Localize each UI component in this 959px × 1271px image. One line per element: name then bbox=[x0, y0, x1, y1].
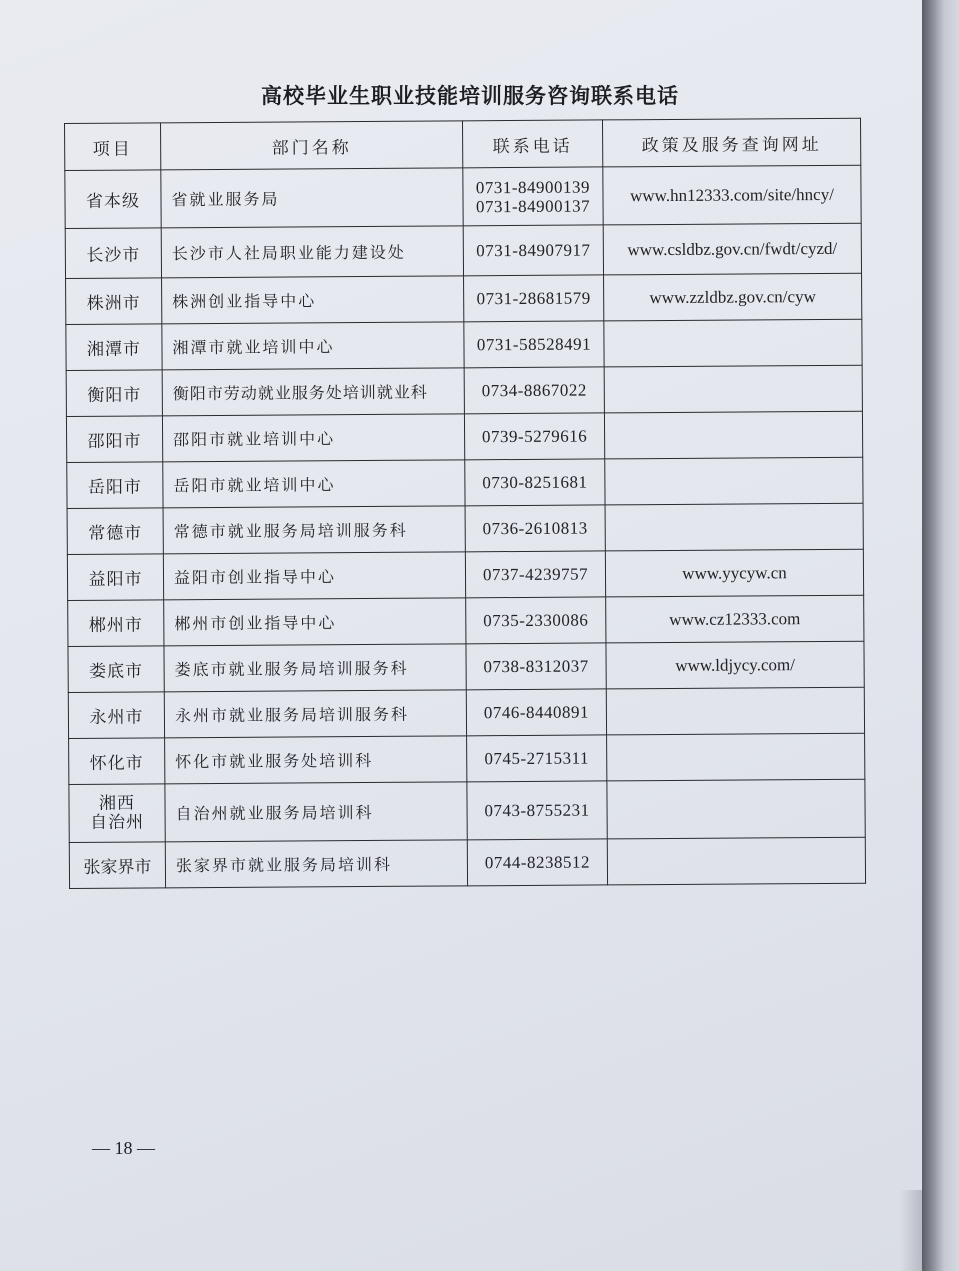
website-cell: www.cz12333.com bbox=[606, 595, 864, 643]
website-cell bbox=[604, 411, 862, 459]
region-cell: 长沙市 bbox=[65, 228, 161, 279]
header-region: 项目 bbox=[65, 123, 161, 171]
table-header-row bbox=[65, 118, 861, 170]
region-cell: 郴州市 bbox=[68, 600, 164, 647]
table-row bbox=[67, 549, 863, 600]
region-cell: 湘潭市 bbox=[66, 324, 162, 371]
website-cell bbox=[607, 733, 865, 781]
department-cell: 永州市就业服务局培训服务科 bbox=[164, 690, 466, 738]
header-website: 政策及服务查询网址 bbox=[602, 118, 860, 167]
contact-table bbox=[64, 118, 866, 889]
website-cell bbox=[605, 503, 863, 551]
department-cell: 郴州市创业指导中心 bbox=[164, 598, 466, 646]
region-name: 湘西 bbox=[98, 793, 136, 814]
region-cell: 怀化市 bbox=[69, 738, 165, 785]
department-cell: 邵阳市就业培训中心 bbox=[162, 414, 464, 462]
region-cell: 株洲市 bbox=[66, 278, 162, 325]
phone-cell: 0746-8440891 bbox=[466, 689, 606, 736]
phone-cell: 0731-28681579 bbox=[464, 275, 604, 322]
page-shadow bbox=[900, 1190, 922, 1271]
department-cell: 株洲创业指导中心 bbox=[162, 276, 464, 324]
region-cell: 益阳市 bbox=[67, 554, 163, 601]
department-cell: 常德市就业服务局培训服务科 bbox=[163, 506, 465, 554]
region-cell: 张家界市 bbox=[69, 842, 165, 889]
region-cell bbox=[69, 784, 165, 843]
region-cell: 省本级 bbox=[65, 170, 161, 229]
website-cell: www.zzldbz.gov.cn/cyw bbox=[604, 273, 862, 321]
header-phone: 联系电话 bbox=[462, 120, 602, 168]
phone-cell: 0734-8867022 bbox=[464, 367, 604, 414]
phone-cell: 0736-2610813 bbox=[465, 505, 605, 552]
department-cell: 怀化市就业服务处培训科 bbox=[165, 736, 467, 784]
phone-number: 0731-84900137 bbox=[475, 196, 591, 216]
phone-cell: 0735-2330086 bbox=[466, 597, 606, 644]
phone-cell: 0739-5279616 bbox=[464, 413, 604, 460]
phone-number: 0731-84900139 bbox=[475, 177, 591, 197]
region-cell: 娄底市 bbox=[68, 646, 164, 693]
phone-cell: 0731-58528491 bbox=[464, 321, 604, 368]
region-cell: 常德市 bbox=[67, 508, 163, 555]
page-number: — 18 — bbox=[92, 1138, 155, 1158]
table-row bbox=[66, 365, 862, 416]
website-cell bbox=[606, 687, 864, 735]
table-row bbox=[69, 837, 865, 888]
department-cell: 湘潭市就业培训中心 bbox=[162, 322, 464, 370]
phone-cell: 0730-8251681 bbox=[465, 459, 605, 506]
header-department: 部门名称 bbox=[161, 121, 463, 170]
department-cell: 衡阳市劳动就业服务处培训就业科 bbox=[162, 368, 464, 416]
region-name: 自治州 bbox=[90, 811, 145, 833]
region-cell: 邵阳市 bbox=[66, 416, 162, 463]
website-cell bbox=[604, 319, 862, 367]
department-cell: 娄底市就业服务局培训服务科 bbox=[164, 644, 466, 692]
phone-cell: 0737-4239757 bbox=[465, 551, 605, 598]
document-title: 高校毕业生职业技能培训服务咨询联系电话 bbox=[261, 83, 679, 108]
website-cell bbox=[607, 837, 865, 885]
table-row bbox=[67, 457, 863, 508]
department-cell: 自治州就业服务局培训科 bbox=[165, 782, 467, 842]
contact-table-container bbox=[64, 118, 865, 889]
phone-cell: 0745-2715311 bbox=[467, 735, 607, 782]
table-row bbox=[66, 319, 862, 370]
table-row bbox=[65, 165, 861, 228]
department-cell: 岳阳市就业培训中心 bbox=[163, 460, 465, 508]
department-cell: 长沙市人社局职业能力建设处 bbox=[161, 226, 463, 278]
binding-edge bbox=[922, 0, 959, 1271]
department-cell: 益阳市创业指导中心 bbox=[163, 552, 465, 600]
phone-cell: 0738-8312037 bbox=[466, 643, 606, 690]
phone-cell: 0743-8755231 bbox=[467, 781, 607, 840]
table-row bbox=[66, 411, 862, 462]
table-row bbox=[69, 733, 865, 784]
department-cell: 张家界市就业服务局培训科 bbox=[165, 840, 467, 888]
table-row bbox=[68, 641, 864, 692]
website-cell: www.yycyw.cn bbox=[605, 549, 863, 597]
website-cell: www.csldbz.gov.cn/fwdt/cyzd/ bbox=[603, 223, 861, 275]
website-cell: www.ldjycy.com/ bbox=[606, 641, 864, 689]
website-cell bbox=[607, 779, 865, 839]
table-row bbox=[69, 779, 865, 842]
website-cell bbox=[604, 365, 862, 413]
phone-cell: 0731-84907917 bbox=[463, 225, 603, 276]
website-cell bbox=[605, 457, 863, 505]
table-row bbox=[68, 595, 864, 646]
department-cell: 省就业服务局 bbox=[161, 168, 463, 228]
region-cell: 岳阳市 bbox=[67, 462, 163, 509]
phone-cell bbox=[463, 167, 603, 226]
region-cell: 衡阳市 bbox=[66, 370, 162, 417]
table-row bbox=[65, 223, 861, 278]
table-row bbox=[67, 503, 863, 554]
region-cell: 永州市 bbox=[68, 692, 164, 739]
table-row bbox=[66, 273, 862, 324]
website-cell: www.hn12333.com/site/hncy/ bbox=[603, 165, 861, 225]
table-row bbox=[68, 687, 864, 738]
phone-cell: 0744-8238512 bbox=[467, 839, 607, 886]
